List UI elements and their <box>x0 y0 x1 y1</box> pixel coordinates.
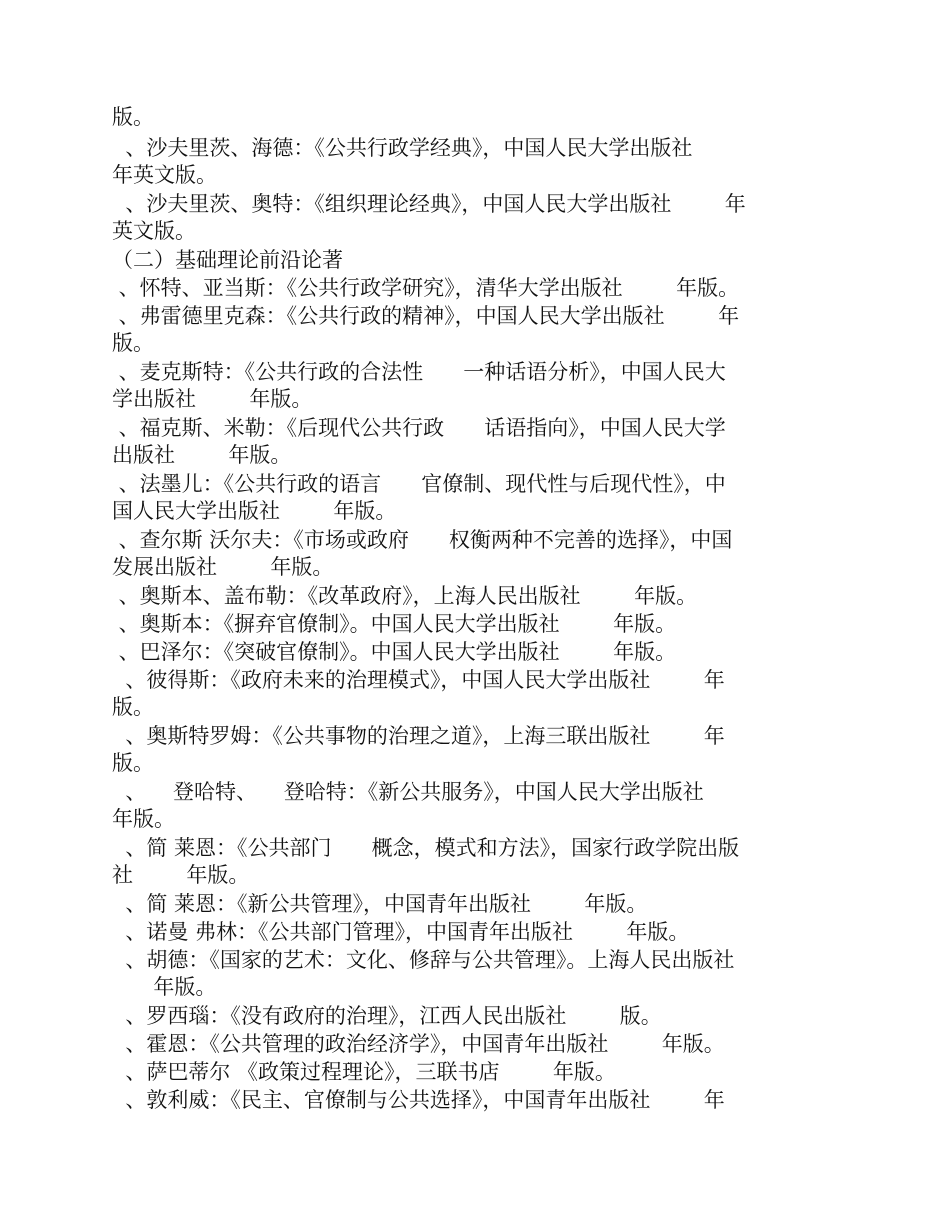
text-line: 、敦利威：《民主、官僚制与公共选择》，中国青年出版社 年 <box>112 1088 725 1112</box>
text-line: 、沙夫里茨、奥特：《组织理论经典》，中国人民大学出版社 年 <box>112 192 746 216</box>
text-line: 、法墨儿：《公共行政的语言 官僚制、现代性与后现代性》，中 <box>112 472 726 496</box>
text-line: 、福克斯、米勒：《后现代公共行政 话语指向》，中国人民大学 <box>112 416 726 440</box>
text-line: 、奥斯特罗姆：《公共事物的治理之道》，上海三联出版社 年 <box>112 724 725 748</box>
text-line: 出版社 年版。 <box>112 443 292 467</box>
section-heading: （二）基础理论前沿论著 <box>112 248 343 272</box>
text-line: 、巴泽尔：《突破官僚制》。中国人民大学出版社 年版。 <box>112 640 677 664</box>
text-line: 、彼得斯：《政府未来的治理模式》，中国人民大学出版社 年 <box>112 668 725 692</box>
text-line: 、怀特、亚当斯：《公共行政学研究》，清华大学出版社 年版。 <box>112 276 740 300</box>
text-line: 、罗西瑙：《没有政府的治理》，江西人民出版社 版。 <box>112 1004 662 1028</box>
text-line: 、胡德：《国家的艺术：文化、修辞与公共管理》。上海人民出版社 <box>112 948 735 972</box>
text-line: 版。 <box>112 331 154 355</box>
text-line: 版。 <box>112 105 154 129</box>
text-line: 、萨巴蒂尔 《政策过程理论》，三联书店 年版。 <box>112 1060 616 1084</box>
text-line: 学出版社 年版。 <box>112 387 313 411</box>
text-line: 、霍恩：《公共管理的政治经济学》，中国青年出版社 年版。 <box>112 1032 725 1056</box>
text-line: 社 年版。 <box>112 863 250 887</box>
text-line: 、诺曼 弗林：《公共部门管理》，中国青年出版社 年版。 <box>112 920 690 944</box>
text-line: 、沙夫里茨、海德：《公共行政学经典》，中国人民大学出版社 <box>112 136 693 160</box>
text-line: 版。 <box>112 695 154 719</box>
text-line: 、麦克斯特：《公共行政的合法性 一种话语分析》，中国人民大 <box>112 360 726 384</box>
text-line: 版。 <box>112 751 154 775</box>
text-line: 、弗雷德里克森：《公共行政的精神》，中国人民大学出版社 年 <box>112 304 740 328</box>
text-line: 、简 莱恩：《新公共管理》，中国青年出版社 年版。 <box>112 892 648 916</box>
text-line: 年版。 <box>112 807 175 831</box>
text-line: 、查尔斯 沃尔夫：《市场或政府 权衡两种不完善的选择》，中国 <box>112 528 733 552</box>
text-line: 年版。 <box>140 975 217 999</box>
text-line: 国人民大学出版社 年版。 <box>112 499 397 523</box>
text-line: 年英文版。 <box>112 163 217 187</box>
text-line: 、 登哈特、 登哈特：《新公共服务》，中国人民大学出版社 <box>112 780 704 804</box>
text-line: 英文版。 <box>112 219 196 243</box>
text-line: 、简 莱恩：《公共部门 概念，模式和方法》，国家行政学院出版 <box>112 836 740 860</box>
text-line: 发展出版社 年版。 <box>112 555 334 579</box>
text-line: 、奥斯本、盖布勒：《改革政府》，上海人民出版社 年版。 <box>112 584 698 608</box>
text-line: 、奥斯本：《摒弃官僚制》。中国人民大学出版社 年版。 <box>112 612 677 636</box>
